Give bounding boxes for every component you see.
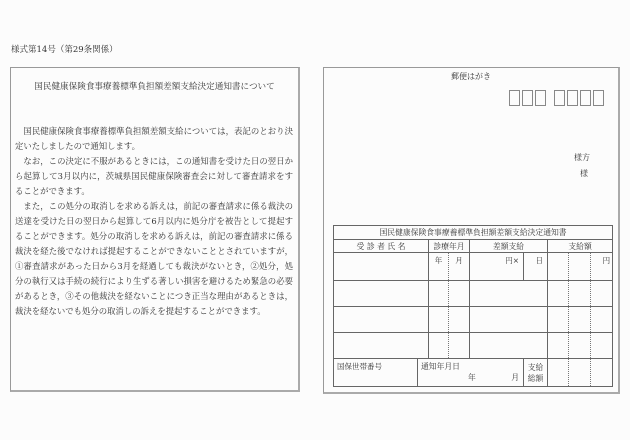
total-cell-1[interactable] xyxy=(548,359,569,387)
explanation-title: 国民健康保険食事療養標準負担額差額支給決定通知書について xyxy=(34,82,275,92)
table-footer-row xyxy=(334,359,613,387)
days-cell[interactable]: 日 xyxy=(524,253,548,281)
postal-code-box[interactable] xyxy=(567,90,578,106)
postcard-header: 郵便はがき xyxy=(451,72,491,81)
table-row xyxy=(334,253,613,281)
notice-month-unit: 月 xyxy=(511,373,519,382)
month-cell[interactable] xyxy=(449,333,470,359)
paragraph-lawsuit: また，この処分の取消しを求める訴えは，前記の審査請求に係る裁決の送達を受けた日の翌日から起算して6月以内に処分庁を被告として提起することができます。処分の取消しを求める訴えは，前記の審査請求に係る裁決を経た後でなければ提起することができないこととされていますが，①審査請求があった日から3月を経過しても裁決がないとき，②処分，処分の執行又は手続の続行により生ずる著しい損害を避けるため緊急の必要があるとき，③その他裁決を経ないことにつき正当な理由があるときは，裁決を経ないでも処分の取消しの訴えを提起することができます。 xyxy=(15,201,293,316)
amount-cell-1[interactable] xyxy=(548,333,569,359)
patient-name-cell[interactable] xyxy=(334,333,429,359)
year-cell[interactable]: 年 xyxy=(429,253,449,281)
postal-code-boxes-second xyxy=(554,90,604,108)
total-cell-3[interactable] xyxy=(591,359,613,387)
patient-name-cell[interactable] xyxy=(334,281,429,307)
postal-code-box[interactable] xyxy=(580,90,591,106)
postal-code-boxes-first xyxy=(509,90,546,108)
patient-name-cell[interactable] xyxy=(334,307,429,333)
amount-cell-3[interactable] xyxy=(591,281,613,307)
year-cell[interactable] xyxy=(429,333,449,359)
postal-code-box[interactable] xyxy=(593,90,604,106)
difference-cell[interactable] xyxy=(470,281,548,307)
table-title: 国民健康保険食事療養標準負担額差額支給決定通知書 xyxy=(334,226,613,240)
postal-code-box[interactable] xyxy=(509,90,520,106)
year-cell[interactable] xyxy=(429,307,449,333)
notice-date-label: 通知年月日 xyxy=(421,362,460,371)
amount-cell-1[interactable] xyxy=(548,307,569,333)
amount-cell-3[interactable]: 円 xyxy=(591,253,613,281)
amount-cell-1[interactable] xyxy=(548,281,569,307)
yen-times-cell[interactable]: 円× xyxy=(470,253,524,281)
postal-code-box[interactable] xyxy=(522,90,533,106)
notice-date-cell[interactable] xyxy=(418,359,524,387)
amount-cell-2[interactable] xyxy=(569,333,591,359)
header-treatment-month: 診療年月 xyxy=(429,240,470,253)
table-row xyxy=(334,333,613,359)
postal-code-box[interactable] xyxy=(535,90,546,106)
explanation-panel xyxy=(10,67,300,392)
paragraph-decision: 国民健康保険食事療養標準負担額差額支給については，表記のとおり決定いたしましたので通知します。 xyxy=(15,126,293,151)
total-label-line-2: 総額 xyxy=(527,373,544,383)
amount-cell-2[interactable] xyxy=(569,281,591,307)
notice-table xyxy=(333,225,613,387)
amount-cell-3[interactable] xyxy=(591,307,613,333)
patient-name-cell[interactable] xyxy=(334,253,429,281)
difference-cell[interactable] xyxy=(470,333,548,359)
paragraph-appeal: なお，この決定に不服があるときには，この通知書を受けた日の翌日から起算して3月以内に，茨城県国民健康保険審査会に対して審査請求をすることができます。 xyxy=(15,156,293,196)
explanation-body xyxy=(15,124,293,319)
header-patient-name: 受 診 者 氏 名 xyxy=(334,240,429,253)
header-payment-amount: 支給額 xyxy=(548,240,613,253)
amount-cell-2[interactable] xyxy=(569,307,591,333)
form-number-label: 様式第14号（第29条関係） xyxy=(11,45,118,55)
notice-year-unit: 年 xyxy=(468,373,476,382)
difference-cell[interactable] xyxy=(470,307,548,333)
total-label-line-1: 支給 xyxy=(527,362,544,372)
postal-code-box[interactable] xyxy=(554,90,565,106)
care-of-label: 様方 xyxy=(574,153,590,162)
household-number-label: 国保世帯番号 xyxy=(334,359,418,387)
amount-cell-3[interactable] xyxy=(591,333,613,359)
year-cell[interactable] xyxy=(429,281,449,307)
total-cell-2[interactable] xyxy=(569,359,591,387)
month-cell[interactable] xyxy=(449,307,470,333)
header-difference-payment: 差額支給 xyxy=(470,240,548,253)
total-amount-label xyxy=(524,359,548,387)
table-row xyxy=(334,307,613,333)
table-row xyxy=(334,281,613,307)
honorific-label: 様 xyxy=(580,169,588,178)
amount-cell-2[interactable] xyxy=(569,253,591,281)
amount-cell-1[interactable] xyxy=(548,253,569,281)
month-cell[interactable] xyxy=(449,281,470,307)
month-cell[interactable]: 月 xyxy=(449,253,470,281)
postcard xyxy=(323,67,620,394)
